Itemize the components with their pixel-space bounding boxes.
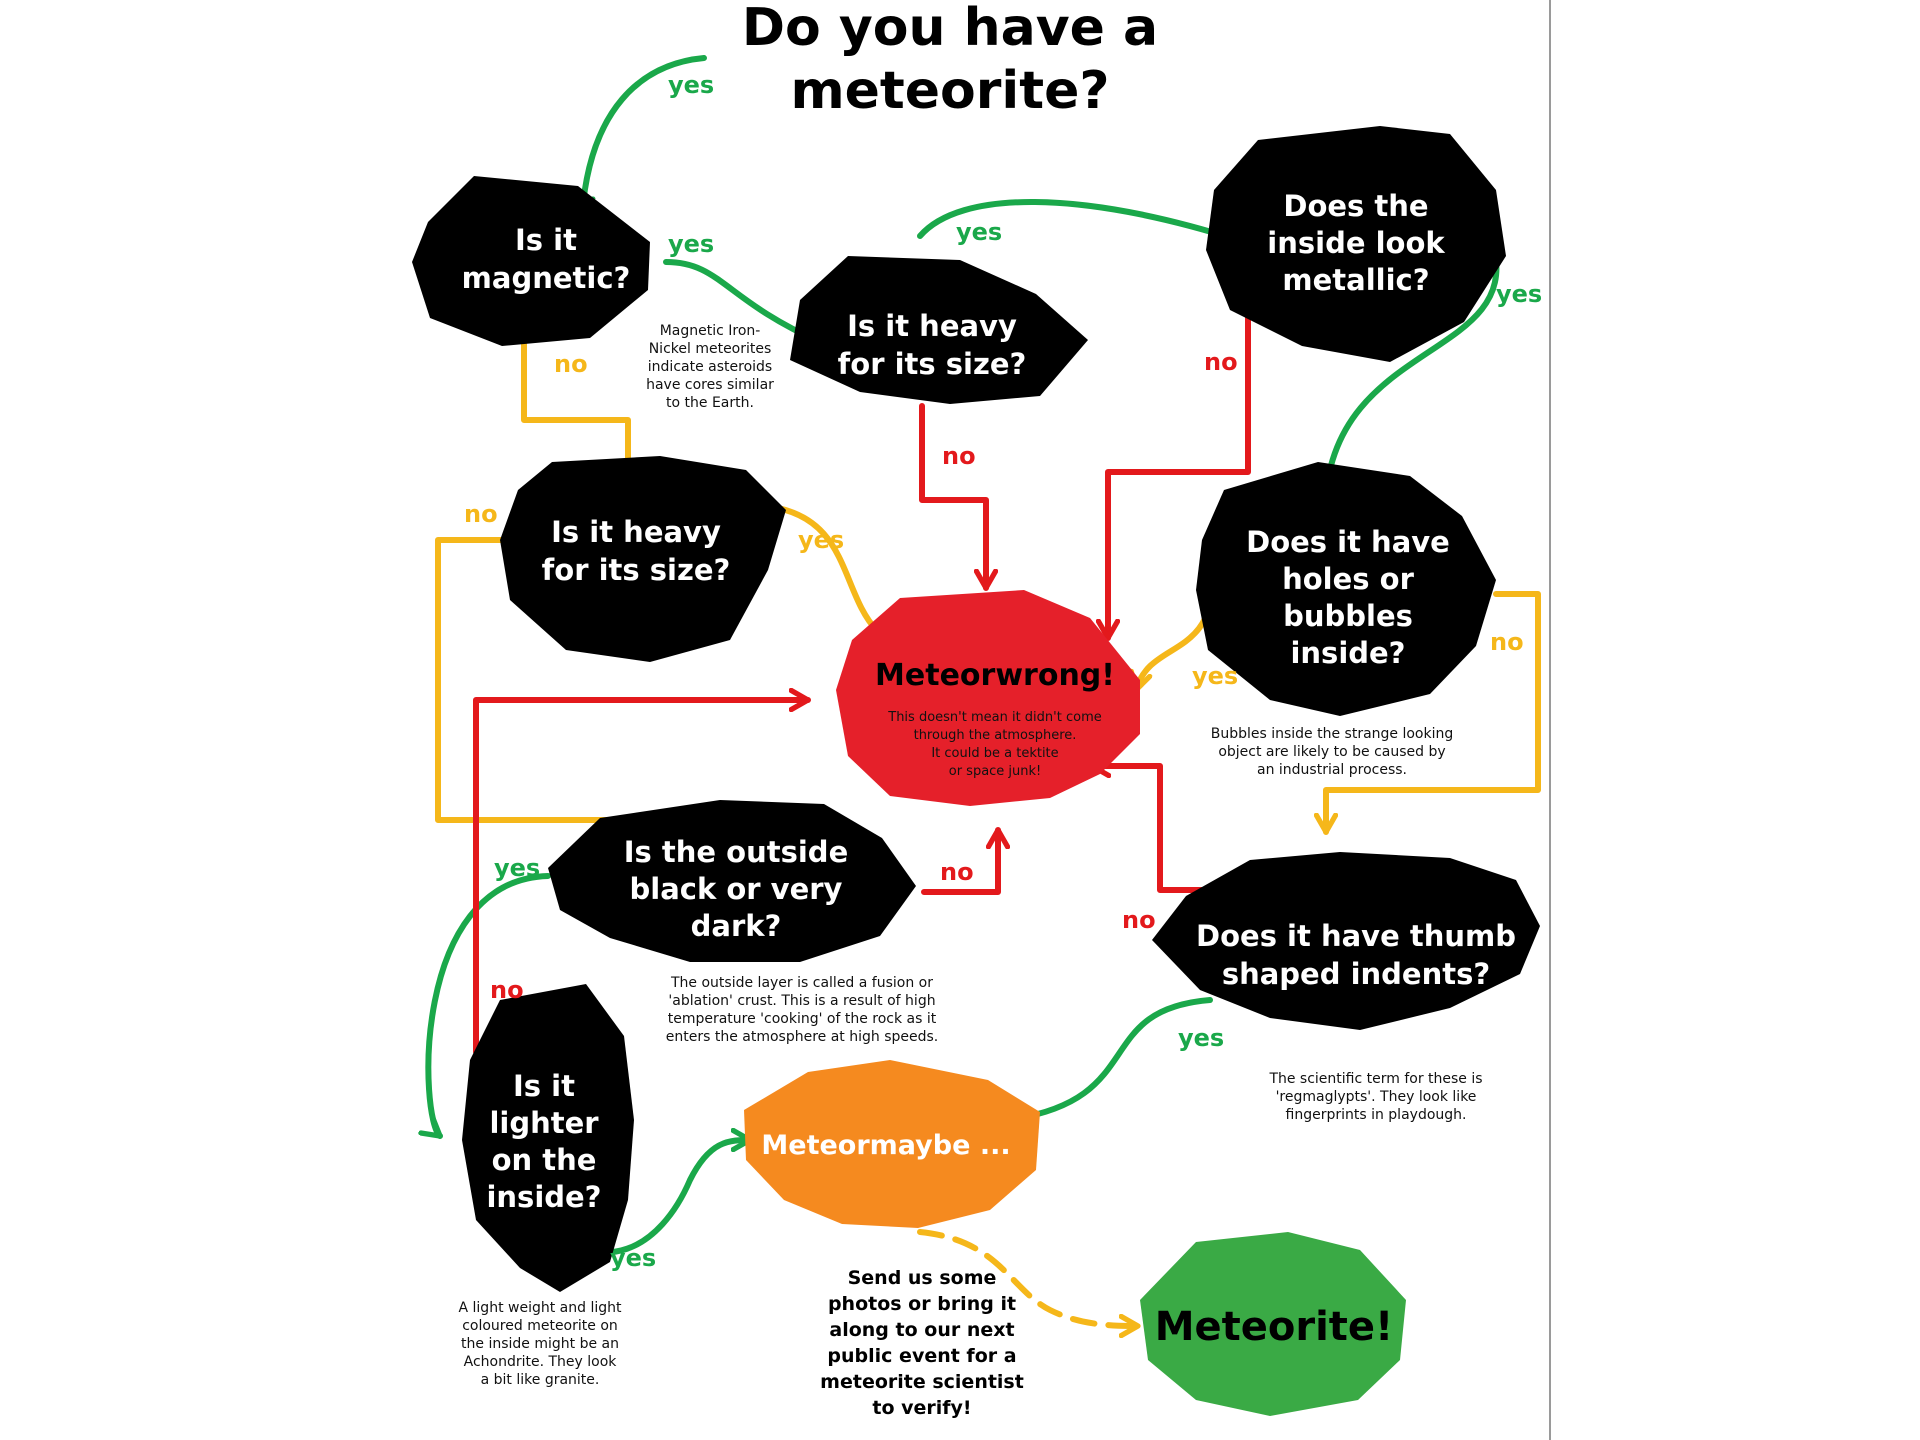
label-no-lighter: no bbox=[490, 976, 524, 1004]
note-achondrite-l3: the inside might be an bbox=[461, 1336, 619, 1352]
metallic-q-l3: metallic? bbox=[1282, 263, 1430, 297]
note-magnetic-l5: to the Earth. bbox=[666, 395, 754, 411]
lighter-q-l3: on the bbox=[491, 1143, 597, 1177]
label-no-holes: no bbox=[1490, 628, 1524, 656]
label-no-thumb: no bbox=[1122, 906, 1156, 934]
note-regmaglypts-l3: fingerprints in playdough. bbox=[1285, 1107, 1467, 1123]
magnetic-q-l1: Is it bbox=[515, 223, 577, 257]
thumb-q-l1: Does it have thumb bbox=[1196, 919, 1516, 953]
note-magnetic-l2: Nickel meteorites bbox=[648, 341, 772, 357]
note-magnetic-l3: indicate asteroids bbox=[647, 359, 773, 375]
metallic-q-l1: Does the bbox=[1283, 189, 1429, 223]
meteormaybe-title: Meteormaybe ... bbox=[761, 1130, 1011, 1161]
note-bubbles-l3: an industrial process. bbox=[1256, 762, 1408, 778]
holes-q-l3: bubbles bbox=[1283, 599, 1413, 633]
arrow-heavy-top-no bbox=[922, 406, 986, 588]
heavy-left-q-l1: Is it heavy bbox=[551, 515, 721, 549]
note-achondrite-l5: a bit like granite. bbox=[480, 1372, 600, 1388]
lighter-q-l1: Is it bbox=[513, 1069, 575, 1103]
note-regmaglypts-l2: 'regmaglypts'. They look like bbox=[1275, 1089, 1477, 1105]
outside-q-l3: dark? bbox=[690, 909, 782, 943]
label-yes-magnetic: yes bbox=[668, 230, 715, 258]
label-no-heavy-left: no bbox=[464, 500, 498, 528]
label-no-magnetic: no bbox=[554, 350, 588, 378]
label-yes-thumb: yes bbox=[1178, 1024, 1225, 1052]
holes-q-l4: inside? bbox=[1290, 636, 1406, 670]
note-bubbles-l2: object are likely to be caused by bbox=[1218, 744, 1446, 760]
lighter-q-l2: lighter bbox=[489, 1106, 599, 1140]
note-magnetic-l1: Magnetic Iron- bbox=[659, 323, 761, 339]
note-fusion-l2: 'ablation' crust. This is a result of high bbox=[668, 993, 936, 1009]
holes-q-l2: holes or bbox=[1282, 562, 1414, 596]
meteorwrong-l3: It could be a tektite bbox=[931, 746, 1059, 761]
meteorwrong-l4: or space junk! bbox=[948, 764, 1042, 779]
outside-q-l2: black or very bbox=[629, 872, 843, 906]
holes-q-l1: Does it have bbox=[1246, 525, 1450, 559]
note-fusion-l4: enters the atmosphere at high speeds. bbox=[665, 1029, 939, 1045]
label-yes-holes: yes bbox=[1192, 662, 1239, 690]
note-achondrite-l1: A light weight and light bbox=[458, 1300, 622, 1316]
meteorwrong-l1: This doesn't mean it didn't come bbox=[888, 710, 1102, 725]
note-fusion-l3: temperature 'cooking' of the rock as it bbox=[667, 1011, 937, 1027]
note-achondrite-l4: Achondrite. They look bbox=[463, 1354, 617, 1370]
arrow-thumb-yes bbox=[1008, 1000, 1210, 1120]
note-send-l3: along to our next bbox=[829, 1319, 1015, 1341]
label-yes-start: yes bbox=[668, 71, 715, 99]
magnetic-q-l2: magnetic? bbox=[461, 261, 631, 295]
heavy-top-q-l1: Is it heavy bbox=[847, 309, 1017, 343]
note-send-l5: meteorite scientist bbox=[820, 1371, 1024, 1393]
metallic-q-l2: inside look bbox=[1267, 226, 1445, 260]
label-no-heavy-top: no bbox=[942, 442, 976, 470]
note-fusion-l1: The outside layer is called a fusion or bbox=[671, 975, 933, 991]
note-send-l4: public event for a bbox=[827, 1345, 1017, 1367]
label-yes-lighter: yes bbox=[610, 1244, 657, 1272]
note-regmaglypts-l1: The scientific term for these is bbox=[1269, 1071, 1483, 1087]
heavy-left-q-l2: for its size? bbox=[541, 553, 731, 587]
note-magnetic-l4: have cores similar bbox=[646, 377, 774, 393]
heavy-top-q-l2: for its size? bbox=[837, 347, 1027, 381]
note-send-l2: photos or bring it bbox=[827, 1293, 1017, 1315]
title-line2: meteorite? bbox=[790, 61, 1110, 121]
note-achondrite-l2: coloured meteorite on bbox=[462, 1318, 618, 1334]
arrow-thumb-no bbox=[1092, 766, 1230, 890]
label-yes-heavy-left: yes bbox=[798, 526, 845, 554]
note-bubbles-l1: Bubbles inside the strange looking bbox=[1210, 726, 1454, 742]
label-no-outside: no bbox=[940, 858, 974, 886]
meteorwrong-l2: through the atmosphere. bbox=[913, 728, 1077, 743]
lighter-q-l4: inside? bbox=[486, 1180, 602, 1214]
meteorwrong-title: Meteorwrong! bbox=[875, 658, 1115, 693]
outside-q-l1: Is the outside bbox=[623, 835, 849, 869]
note-send-l6: to verify! bbox=[872, 1397, 972, 1419]
label-no-metallic: no bbox=[1204, 348, 1238, 376]
label-yes-metallic: yes bbox=[1496, 280, 1543, 308]
note-send-l1: Send us some bbox=[847, 1267, 997, 1289]
thumb-q-l2: shaped indents? bbox=[1221, 957, 1491, 991]
label-yes-heavy-top: yes bbox=[956, 218, 1003, 246]
label-yes-outside: yes bbox=[494, 854, 541, 882]
title-line1: Do you have a bbox=[741, 0, 1159, 58]
meteorite-title: Meteorite! bbox=[1154, 1304, 1394, 1350]
